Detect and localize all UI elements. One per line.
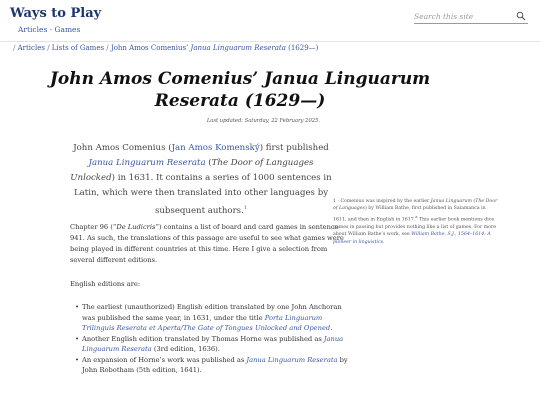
breadcrumb-articles-link[interactable]: Articles xyxy=(17,44,45,52)
site-title-link[interactable]: Ways to Play xyxy=(10,6,102,21)
sidenote-text: Comenius was inspired by the earlier xyxy=(338,199,431,204)
list-item xyxy=(75,334,350,355)
editions-list xyxy=(75,302,350,376)
intro-italic: The Door of Languages Unlocked xyxy=(70,158,314,183)
page-title: John Amos Comenius’ Janua Linguarum Reserata (1629—) xyxy=(49,69,431,111)
para-italic: De Ludicris xyxy=(116,223,156,231)
breadcrumb-current-author: John Amos Comenius’ xyxy=(110,44,189,52)
horne-edition-link-text: Janua Linguarum Reserata xyxy=(82,334,344,353)
breadcrumb-separator: / xyxy=(47,44,50,52)
footnote-marker[interactable]: 1 xyxy=(243,205,248,211)
porta-linguarum-link-text: Porta Linguarum Trilinguis Reserata et Aperta/The Gate of Tongues Unlocked and Opened xyxy=(82,313,331,332)
list-item xyxy=(75,302,350,334)
robotham-edition-link[interactable] xyxy=(246,356,337,364)
sidenote-text: ) by William Bathe, first published in Salamanca in 1611, and then in English in 1617. xyxy=(333,206,486,223)
janua-link[interactable] xyxy=(89,158,206,168)
bullet: • xyxy=(75,303,79,311)
list-item-text: An expansion of Horne’s work was published as xyxy=(82,355,247,364)
list-item-text: (3rd edition, 1636). xyxy=(151,345,220,353)
list-item-text: by John Robotham (5th edition, 1641). xyxy=(82,355,348,374)
list-item-text: . xyxy=(330,324,333,332)
breadcrumb-current-link[interactable] xyxy=(111,44,319,52)
breadcrumb xyxy=(13,44,318,52)
search-box xyxy=(414,9,528,24)
chapter-paragraph xyxy=(70,222,350,266)
sidenote-text: ( xyxy=(471,199,476,204)
komensky-link[interactable]: Jan Amos Komenský xyxy=(171,143,260,153)
search-icon[interactable] xyxy=(516,11,526,21)
list-item xyxy=(75,355,350,376)
breadcrumb-separator: / xyxy=(13,44,16,52)
list-item-text: Another English edition translated by Thomas Horne was published as xyxy=(82,334,324,343)
nav-games-link[interactable]: Games xyxy=(54,25,81,34)
sidenote-italic: Janua Linguarum xyxy=(430,199,472,204)
site-header xyxy=(0,0,540,42)
intro-text: ) first published xyxy=(259,143,329,153)
sidenote-text: . xyxy=(382,239,385,245)
list-item-text: The earliest (unauthorized) English edition translated by one John Anchoran was published the same year, in 1631, under the title xyxy=(82,303,342,322)
para-text: ”) contains a list of board and card games in sentence 941. As such, the translations of this passage are useful to see what games were being played in different countries at this time. Here I give a selection from several different editions. xyxy=(70,223,344,264)
editions-heading: English editions are: xyxy=(70,280,141,288)
sidenote-number: 1 · xyxy=(333,199,339,204)
breadcrumb-current-year: (1629—) xyxy=(288,44,319,52)
breadcrumb-lists-link[interactable]: Lists of Games xyxy=(51,44,105,52)
sidenote-italic: The Door of Languages xyxy=(333,199,498,212)
breadcrumb-separator: / xyxy=(106,44,109,52)
nav-articles-link[interactable]: Articles xyxy=(18,25,48,34)
intro-text: ( xyxy=(205,158,212,168)
bullet: • xyxy=(75,334,79,343)
intro-text: ) in 1631. It contains a series of 1000 sentences in Latin, which were then translated into other languages by subsequent authors. xyxy=(73,173,332,216)
site-nav xyxy=(18,25,80,34)
para-text: Chapter 96 (“ xyxy=(70,223,117,231)
robotham-edition-link-text: Janua Linguarum Reserata xyxy=(246,355,338,364)
breadcrumb-current-title: Janua Linguarum Reserata xyxy=(190,44,286,52)
bathe-article-link-text: William Bathe, S.J., 1564–1614: A pioneer in linguistics xyxy=(333,232,491,245)
sidenote-footnote-marker[interactable]: a xyxy=(415,213,418,219)
sidenote-text: This earlier book mentions dice games in passing but provides nothing like a list of games. For more about William Bathe’s work, see xyxy=(333,217,497,238)
intro-text: John Amos Comenius ( xyxy=(73,143,172,153)
janua-link-text: Janua Linguarum Reserata xyxy=(88,158,206,168)
search-input[interactable] xyxy=(414,9,514,23)
nav-separator: · xyxy=(49,25,53,34)
bullet: • xyxy=(75,355,79,364)
intro-paragraph xyxy=(66,141,336,219)
sidenote xyxy=(333,198,498,246)
last-updated: Last updated: Saturday, 22 February 2025. xyxy=(206,118,320,124)
